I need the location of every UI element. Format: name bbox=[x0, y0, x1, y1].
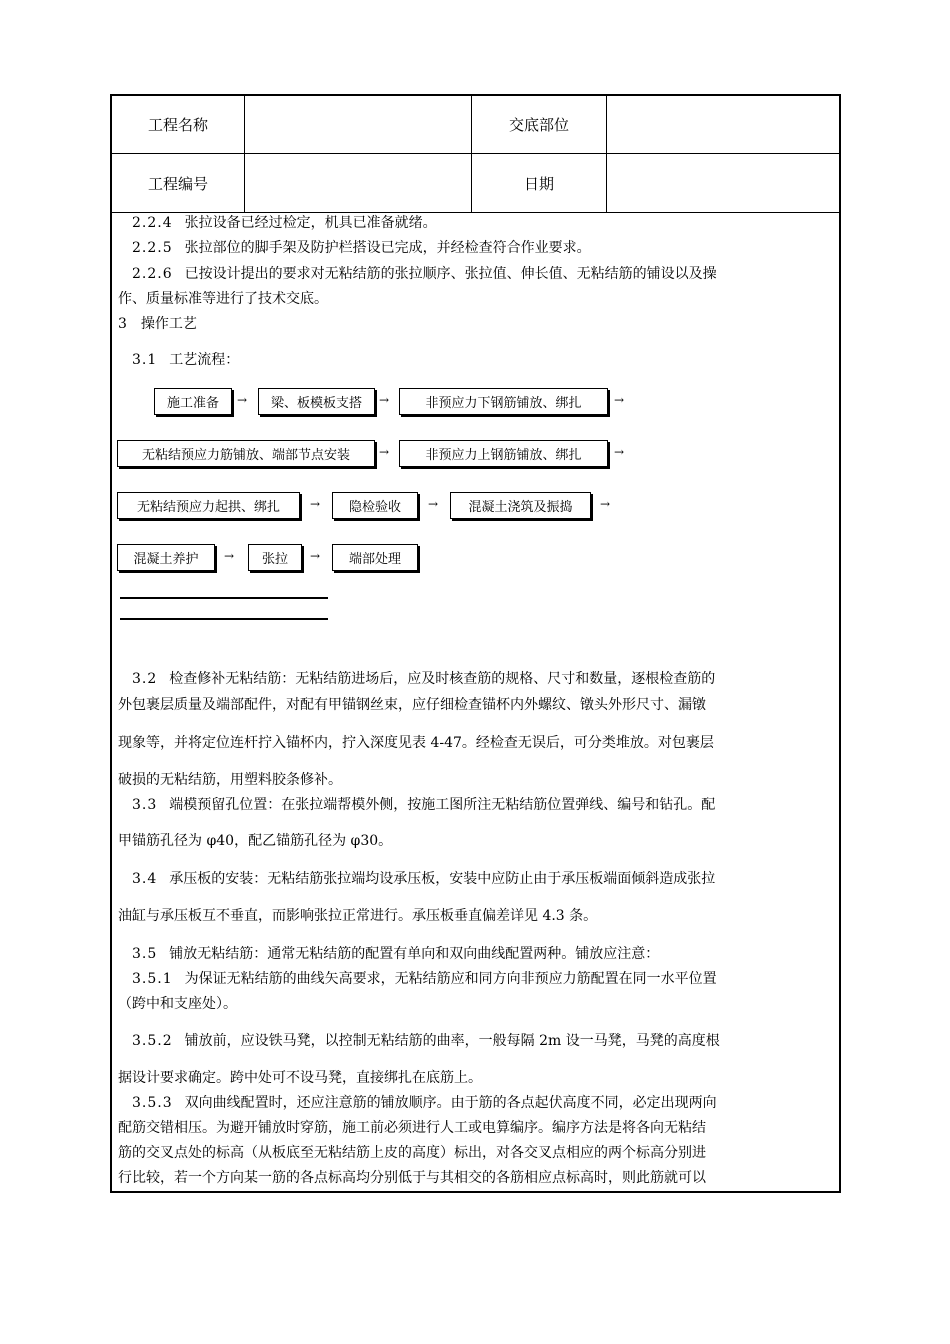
para-text: 行比较，若一个方向某一筋的各点标高均分别低于与其相交的各筋相应点标高时，则此筋就可以 bbox=[118, 1170, 706, 1186]
para-text: 筋的交叉点处的标高（从板底至无粘结筋上皮的高度）标出，对各交叉点相应的两个标高分别进 bbox=[118, 1145, 706, 1161]
para-number: 3.5.2 bbox=[132, 1033, 173, 1049]
flow-step-label: 梁、板模板支搭 bbox=[270, 396, 362, 411]
project-name-value bbox=[245, 96, 472, 154]
flow-step-pouring bbox=[450, 492, 591, 519]
para-text: 承压板的安装：无粘结筋张拉端均设承压板，安装中应防止由于承压板端面倾斜造成张拉 bbox=[169, 871, 716, 887]
para-text: 铺放前，应设铁马凳，以控制无粘结筋的曲率，一般每隔 2m 设一马凳，马凳的高度根 bbox=[184, 1033, 720, 1049]
para-number: 2.2.5 bbox=[132, 240, 173, 256]
flow-arrow-icon: → bbox=[310, 549, 321, 563]
para-number: 3.5.1 bbox=[132, 971, 173, 987]
para-text: 作、质量标准等进行了技术交底。 bbox=[118, 291, 328, 307]
project-no-label bbox=[112, 154, 245, 213]
para-number: 3.5.3 bbox=[132, 1095, 173, 1111]
para-3-5-2 bbox=[132, 1031, 720, 1051]
para-3-5 bbox=[132, 944, 659, 964]
para-number: 3.3 bbox=[132, 797, 158, 813]
para-3-4-line2 bbox=[118, 906, 597, 926]
flow-arrow-icon: → bbox=[428, 497, 439, 511]
divider-rule bbox=[120, 597, 328, 599]
para-3-5-3 bbox=[132, 1093, 717, 1113]
para-3-2-line4 bbox=[118, 770, 342, 790]
para-text: 外包裹层质量及端部配件，对配有甲锚钢丝束，应仔细检查锚杯内外螺纹、镦头外形尺寸、漏镦 bbox=[118, 697, 706, 713]
para-3-4 bbox=[132, 869, 715, 889]
para-2-2-6-cont bbox=[118, 289, 328, 309]
para-3-5-3-line4 bbox=[118, 1168, 706, 1188]
flow-step-label: 非预应力上钢筋铺放、绑扎 bbox=[425, 448, 582, 463]
para-text: 甲锚筋孔径为 φ40，配乙锚筋孔径为 φ30。 bbox=[118, 833, 393, 849]
flow-step-label: 张拉 bbox=[261, 552, 288, 567]
para-number: 3.2 bbox=[132, 671, 158, 687]
flow-step-label: 混凝土养护 bbox=[133, 552, 199, 567]
section-heading-3 bbox=[118, 314, 197, 334]
para-text: 已按设计提出的要求对无粘结筋的张拉顺序、张拉值、伸长值、无粘结筋的铺设以及操 bbox=[184, 266, 717, 282]
para-3-2-line3 bbox=[118, 733, 714, 753]
para-text: 张拉部位的脚手架及防护栏搭设已完成，并经检查符合作业要求。 bbox=[184, 240, 591, 256]
project-name-label bbox=[112, 96, 245, 154]
para-3-5-1-line2 bbox=[118, 994, 237, 1014]
flow-step-inspection bbox=[332, 492, 418, 519]
document-frame bbox=[110, 94, 841, 1193]
date-label-text: 日期 bbox=[523, 174, 554, 193]
project-no-label-text: 工程编号 bbox=[147, 174, 208, 193]
flow-step-upper-rebar bbox=[399, 440, 608, 467]
para-3-3 bbox=[132, 795, 715, 815]
divider-rule bbox=[120, 618, 328, 620]
date-value bbox=[607, 154, 839, 213]
heading-text: 3 操作工艺 bbox=[118, 316, 197, 332]
flow-arrow-icon: → bbox=[614, 393, 625, 407]
flow-step-label: 施工准备 bbox=[166, 396, 219, 411]
flow-arrow-icon: → bbox=[379, 445, 390, 459]
para-text: 张拉设备已经过检定，机具已准备就绪。 bbox=[184, 215, 437, 231]
flow-arrow-icon: → bbox=[310, 497, 321, 511]
flow-step-label: 无粘结预应力筋铺放、端部节点安装 bbox=[141, 448, 350, 463]
flow-arrow-icon: → bbox=[379, 393, 390, 407]
para-text: （跨中和支座处）。 bbox=[118, 996, 237, 1012]
para-text: 配筋交错相压。为避开铺放时穿筋，施工前必须进行人工或电算编序。编序方法是将各向无粘结 bbox=[118, 1120, 706, 1136]
para-text: 现象等，并将定位连杆拧入锚杯内，拧入深度见表 4-47。经检查无误后，可分类堆放。对包裹层 bbox=[118, 735, 714, 751]
flow-step-tensioning bbox=[248, 544, 302, 571]
flow-arrow-icon: → bbox=[600, 497, 611, 511]
flow-step-label: 非预应力下钢筋铺放、绑扎 bbox=[425, 396, 582, 411]
para-3-3-line2 bbox=[118, 831, 392, 851]
flow-step-lower-rebar bbox=[399, 388, 608, 415]
para-text: 铺放无粘结筋：通常无粘结筋的配置有单向和双向曲线配置两种。铺放应注意： bbox=[169, 946, 660, 962]
flow-step-label: 混凝土浇筑及振捣 bbox=[468, 500, 573, 515]
para-number: 3.5 bbox=[132, 946, 158, 962]
para-number: 3.4 bbox=[132, 871, 158, 887]
flow-step-label: 隐检验收 bbox=[348, 500, 401, 515]
flow-arrow-icon: → bbox=[614, 445, 625, 459]
project-no-value bbox=[245, 154, 472, 213]
para-3-2-line2 bbox=[118, 695, 706, 715]
project-name-label-text: 工程名称 bbox=[147, 116, 208, 134]
para-text: 检查修补无粘结筋：无粘结筋进场后，应及时核查筋的规格、尺寸和数量，逐根检查筋的 bbox=[169, 671, 716, 687]
flow-step-camber bbox=[117, 492, 300, 519]
para-2-2-6 bbox=[132, 264, 717, 284]
para-3-5-3-line3 bbox=[118, 1143, 706, 1163]
section-label-text: 交底部位 bbox=[508, 116, 569, 134]
para-3-5-2-line2 bbox=[118, 1068, 482, 1088]
para-3-1 bbox=[132, 350, 239, 370]
para-3-2 bbox=[132, 669, 715, 689]
para-text: 为保证无粘结筋的曲线矢高要求，无粘结筋应和同方向非预应力筋配置在同一水平位置 bbox=[184, 971, 717, 987]
flow-step-end-treatment bbox=[332, 544, 418, 571]
flow-arrow-icon: → bbox=[237, 393, 248, 407]
para-2-2-4 bbox=[132, 213, 437, 233]
section-label bbox=[472, 96, 607, 154]
flow-step-label: 端部处理 bbox=[348, 552, 401, 567]
para-text: 双向曲线配置时，还应注意筋的铺放顺序。由于筋的各点起伏高度不同，必定出现两向 bbox=[184, 1095, 717, 1111]
para-text: 破损的无粘结筋，用塑料胶条修补。 bbox=[118, 772, 342, 788]
flow-arrow-icon: → bbox=[224, 549, 235, 563]
date-label bbox=[472, 154, 607, 213]
para-3-5-3-line2 bbox=[118, 1118, 706, 1138]
para-2-2-5 bbox=[132, 238, 591, 258]
para-text: 端模预留孔位置：在张拉端帮模外侧，按施工图所注无粘结筋位置弹线、编号和钻孔。配 bbox=[169, 797, 716, 813]
para-text: 工艺流程： bbox=[169, 352, 240, 368]
para-text: 油缸与承压板互不垂直，而影响张拉正常进行。承压板垂直偏差详见 4.3 条。 bbox=[118, 908, 598, 924]
flow-step-formwork bbox=[258, 388, 375, 415]
para-text: 据设计要求确定。跨中处可不设马凳，直接绑扎在底筋上。 bbox=[118, 1070, 482, 1086]
flow-step-curing bbox=[117, 544, 215, 571]
para-number: 2.2.6 bbox=[132, 266, 173, 282]
para-number: 3.1 bbox=[132, 352, 158, 368]
flow-step-label: 无粘结预应力起拱、绑扎 bbox=[136, 500, 280, 515]
flow-step-prep bbox=[154, 388, 232, 415]
section-value bbox=[607, 96, 839, 154]
para-3-5-1 bbox=[132, 969, 717, 989]
para-number: 2.2.4 bbox=[132, 215, 173, 231]
flow-step-tendon-laying bbox=[117, 440, 375, 467]
